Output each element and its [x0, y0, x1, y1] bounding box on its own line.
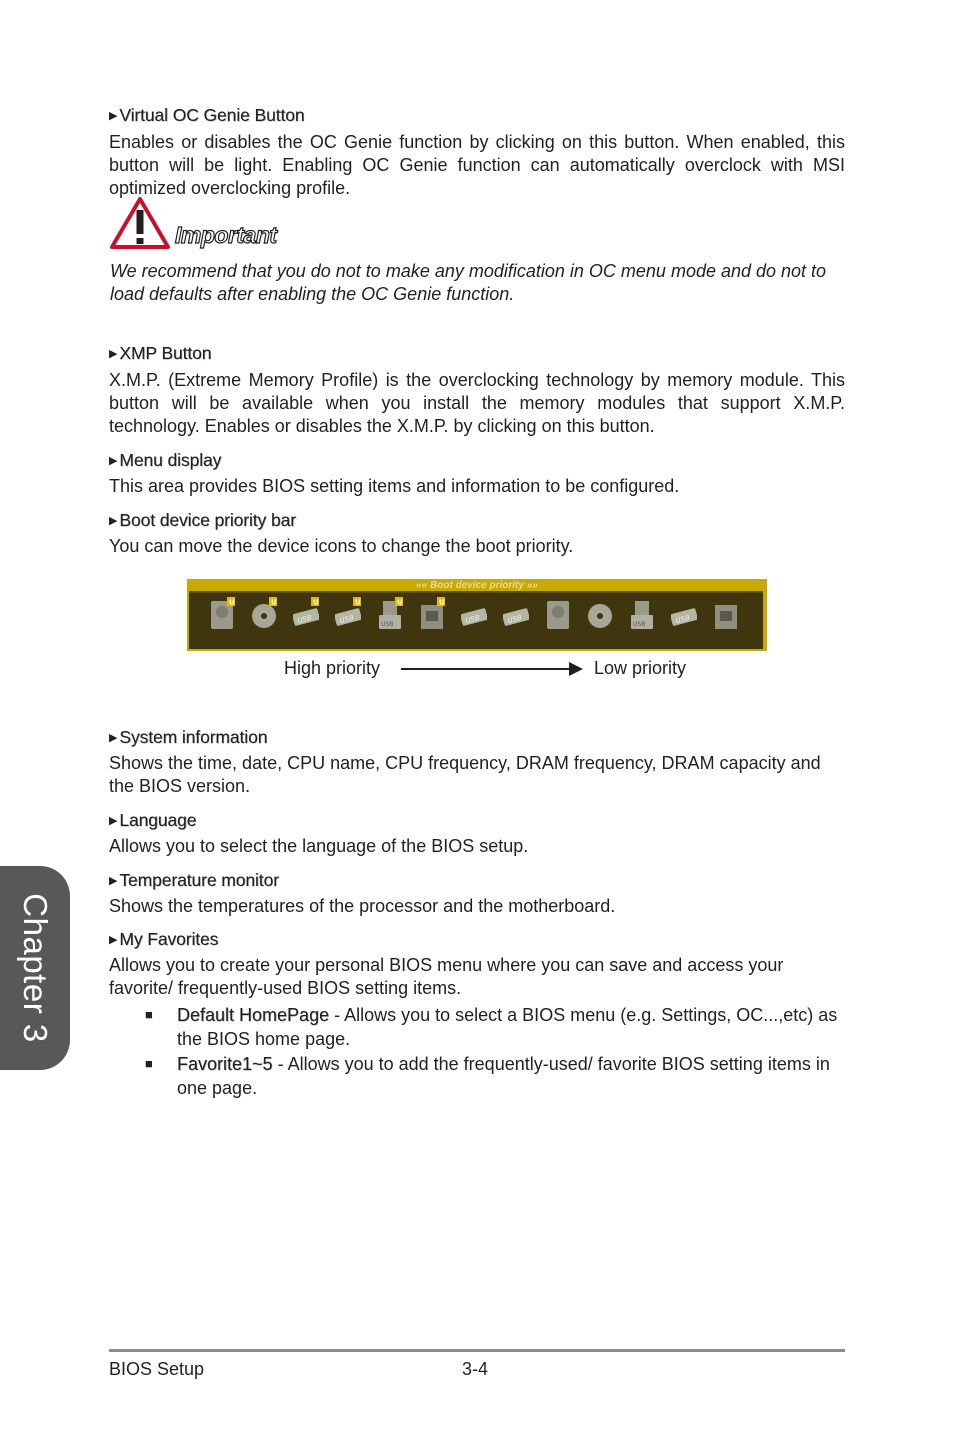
boot-bar-title-text: Boot device priority [430, 580, 524, 591]
heading-text: Boot device priority bar [119, 510, 296, 530]
svg-text:USB: USB [296, 613, 313, 626]
triangle-bullet-icon: ▶ [109, 934, 118, 946]
triangle-bullet-icon: ▶ [109, 732, 118, 744]
heading-text: Virtual OC Genie Button [119, 105, 305, 125]
svg-text:U: U [229, 598, 235, 607]
svg-text:U: U [439, 598, 445, 607]
svg-text:USB: USB [464, 613, 481, 626]
boot-device-usb-icon[interactable] [503, 597, 529, 631]
footer-section-title: BIOS Setup [109, 1359, 205, 1379]
heading-text: System information [119, 727, 268, 747]
low-priority-label: Low priority [594, 658, 687, 678]
boot-device-usb-icon[interactable] [335, 597, 361, 631]
square-bullet-icon: ■ [145, 1007, 153, 1022]
boot-device-net-icon[interactable] [419, 597, 445, 631]
footer-page-number: 3-4 [462, 1359, 489, 1379]
heading-text: Temperature monitor [119, 870, 279, 890]
list-item [177, 1052, 845, 1100]
paragraph-boot-bar: You can move the device icons to change the boot priority. [109, 536, 574, 556]
important-title: Important [175, 222, 277, 248]
important-text: We recommend that you do not to make any modification in OC menu mode and do not to load defaults after enabling the OC Genie function. [110, 261, 827, 304]
heading-text: XMP Button [119, 343, 212, 363]
heading-system-info [109, 726, 267, 749]
heading-text: My Favorites [119, 929, 219, 949]
boot-device-hdd-icon[interactable] [545, 597, 571, 631]
paragraph-favorites: Allows you to create your personal BIOS menu where you can save and access your favorite/ frequently-used BIOS setting items. [109, 955, 784, 998]
heading-language [109, 809, 196, 832]
heading-menu-display [109, 449, 221, 472]
boot-device-hdd-icon[interactable] [209, 597, 235, 631]
boot-device-usb-icon[interactable] [461, 597, 487, 631]
heading-favorites [109, 928, 218, 951]
paragraph-oc-genie: Enables or disables the OC Genie function by clicking on this button. When enabled, this button will be light. Enabling OC Genie function can automatically overclock with MSI optimized overclocking profile. [109, 132, 845, 198]
heading-xmp [109, 342, 211, 365]
boot-device-priority-bar [187, 579, 767, 651]
boot-device-usb-icon[interactable] [671, 597, 697, 631]
list-item-term: Default HomePage [177, 1005, 330, 1025]
heading-temperature [109, 869, 279, 892]
boot-device-net-icon[interactable] [713, 597, 739, 631]
list-item-term: Favorite1~5 [177, 1054, 273, 1074]
list-item-desc: - Allows you to add the frequently-used/ favorite BIOS setting items in one page. [177, 1054, 830, 1098]
triangle-bullet-icon: ▶ [109, 875, 118, 887]
svg-text:USB: USB [633, 621, 646, 628]
svg-text:U: U [271, 598, 277, 607]
svg-text:U: U [355, 598, 361, 607]
svg-text:USB: USB [506, 613, 523, 626]
paragraph-temperature: Shows the temperatures of the processor and the motherboard. [109, 896, 616, 916]
svg-text:USB: USB [338, 613, 355, 626]
heading-boot-bar [109, 509, 296, 532]
warning-triangle-icon [109, 196, 171, 250]
svg-text:USB: USB [674, 613, 691, 626]
heading-oc-genie [109, 104, 305, 127]
heading-text: Menu display [119, 450, 222, 470]
footer-divider [109, 1349, 845, 1352]
paragraph-xmp: X.M.P. (Extreme Memory Profile) is the overclocking technology by memory module. This button will be available when you install the memory modules that support X.M.P. technology. Enables or disables the X.M.P. by clicking on this button. [109, 370, 845, 436]
paragraph-language: Allows you to select the language of the BIOS setup. [109, 836, 529, 856]
svg-text:USB: USB [381, 621, 394, 628]
triangle-bullet-icon: ▶ [109, 348, 118, 360]
boot-device-usb-icon[interactable] [293, 597, 319, 631]
triangle-bullet-icon: ▶ [109, 515, 118, 527]
boot-device-disc-icon[interactable] [587, 597, 613, 631]
svg-text:U: U [397, 598, 403, 607]
heading-text: Language [119, 810, 197, 830]
priority-arrow-line [401, 668, 579, 670]
arrow-right-icon [569, 662, 583, 676]
boot-device-disc-icon[interactable] [251, 597, 277, 631]
triangle-bullet-icon: ▶ [109, 455, 118, 467]
high-priority-label: High priority [284, 658, 381, 678]
boot-bar-title: «« Boot device priority »» [416, 580, 538, 591]
paragraph-system-info: Shows the time, date, CPU name, CPU frequency, DRAM frequency, DRAM capacity and the BIOS version. [109, 753, 821, 796]
list-item-desc: - Allows you to select a BIOS menu (e.g. Settings, OC...,etc) as the BIOS home page. [177, 1005, 838, 1049]
list-item [177, 1003, 845, 1051]
svg-text:U: U [313, 598, 319, 607]
triangle-bullet-icon: ▶ [109, 815, 118, 827]
chapter-tab-label: Chapter 3 [17, 893, 54, 1043]
paragraph-menu-display: This area provides BIOS setting items and information to be configured. [109, 476, 680, 496]
boot-device-usbstick-icon[interactable] [377, 597, 403, 631]
boot-device-usbstick-icon[interactable] [629, 597, 655, 631]
square-bullet-icon: ■ [145, 1056, 153, 1071]
triangle-bullet-icon: ▶ [109, 110, 118, 122]
